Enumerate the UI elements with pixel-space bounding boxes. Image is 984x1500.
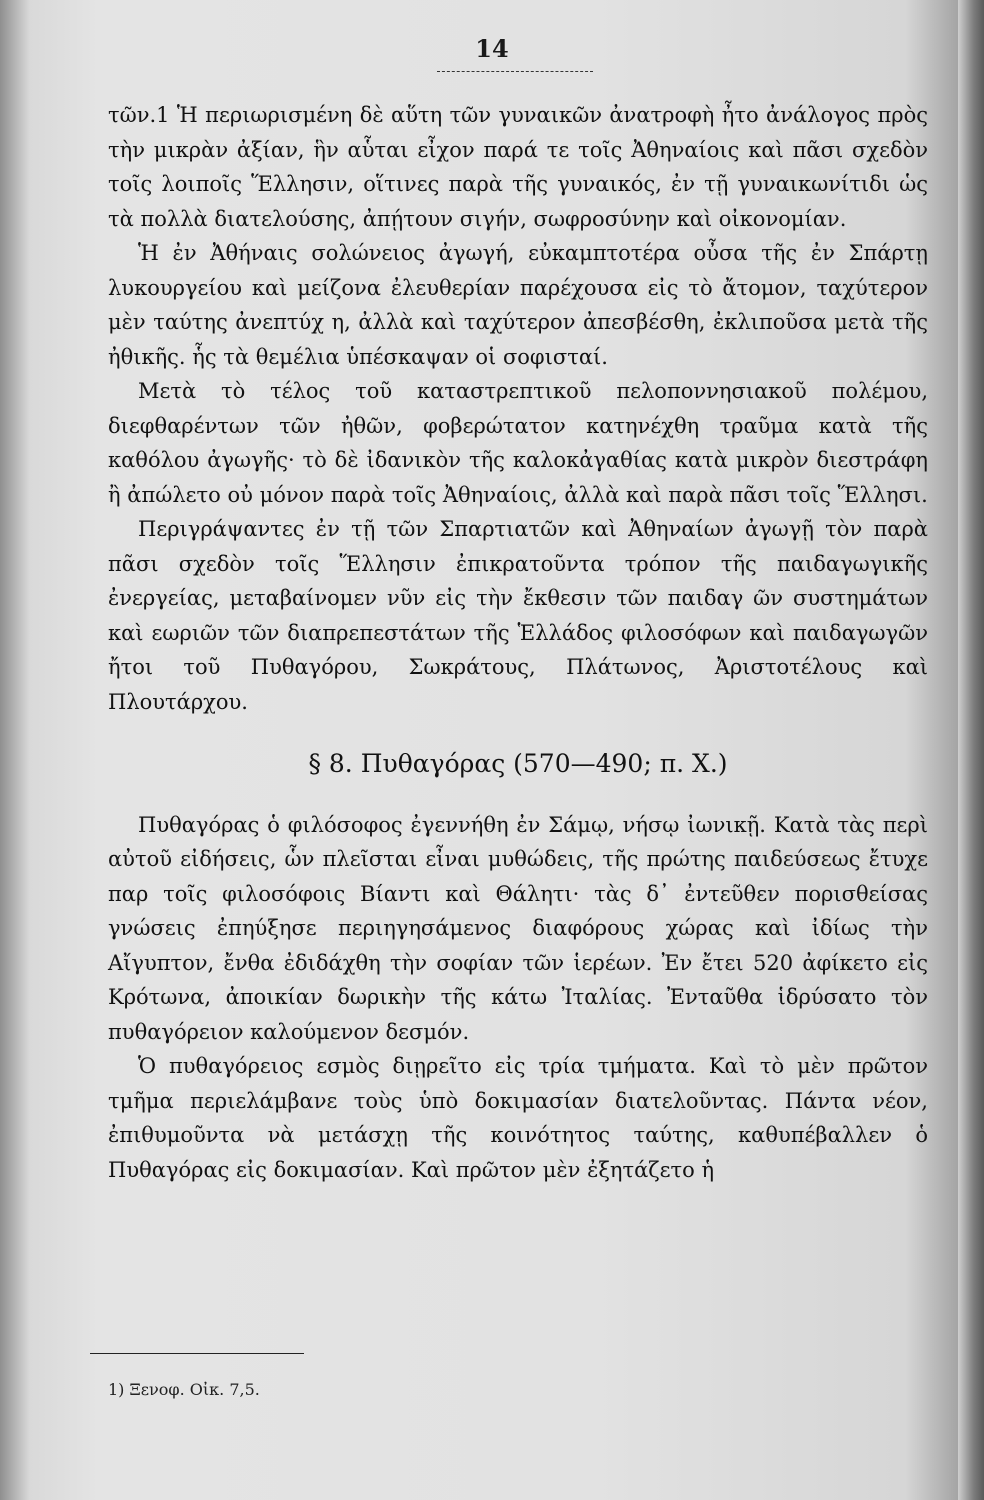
paragraph: τῶν.1 Ἡ περιωρισμένη δὲ αὕτη τῶν γυναικῶν ἀνατροφὴ ἦτο ἀνάλογος πρὸς τὴν μικρὰν ἀξίαν, ἣν αὗται εἶχον παρά τε τοῖς Ἀθηναίοις καὶ πᾶσι σχεδὸν τοῖς λοιποῖς Ἕλλησιν, οἵτινες παρὰ τῆς γυναικός, ἐν τῇ γυναικωνίτιδι ὡς τὰ πολλὰ διατελούσης, ἀπῄτουν σιγήν, σωφροσύνην καὶ οἰκονομίαν. xyxy=(108,103,928,231)
paragraph: Ὁ πυθαγόρειος εσμὸς διῃρεῖτο εἰς τρία τμήματα. Καὶ τὸ μὲν πρῶτον τμῆμα περιελάμβανε τοὺς ὑπὸ δοκιμασίαν διατελοῦντας. Πάντα νέον, ἐπιθυμοῦντα νὰ μετάσχῃ τῆς κοινότητος ταύτης, καθυπέβαλλεν ὁ Πυθαγόρας εἰς δοκιμασίαν. Καὶ πρῶτον μὲν ἐξητάζετο ἡ xyxy=(108,1054,928,1182)
paragraph: Ἡ ἐν Ἀθήναις σολώνειος ἀγωγή, εὐκαμπτοτέρα οὖσα τῆς ἐν Σπάρτῃ λυκουργείου καὶ μείζονα ἐλευθερίαν παρέχουσα εἰς τὸ ἄτομον, ταχύτερον μὲν ταύτης ἀνεπτύχ η, ἀλλὰ καὶ ταχύτερον ἀπεσβέσθη, ἐκλιποῦσα μετὰ τῆς ἠθικῆς. ἧς τὰ θεμέλια ὑπέσκαψαν οἱ σοφισταί. xyxy=(108,241,928,369)
paragraph: Πυθαγόρας ὁ φιλόσοφος ἐγεννήθη ἐν Σάμῳ, νήσῳ ἰωνικῇ. Κατὰ τὰς περὶ αὐτοῦ εἰδήσεις, ὧν πλεῖσται εἶναι μυθώδεις, τῆς πρώτης παιδεύσεως ἔτυχε παρ τοῖς φιλοσόφοις Βίαντι καὶ Θάλητι· τὰς δ᾽ ἐντεῦθεν πορισθείσας γνώσεις ἐπηύξησε περιηγησάμενος διαφόρους χώρας καὶ ἰδίως τὴν Αἴγυπτον, ἔνθα ἐδιδάχθη τὴν σοφίαν τῶν ἱερέων. Ἐν ἔτει 520 ἀφίκετο εἰς Κρότωνα, ἀποικίαν δωρικὴν τῆς κάτω Ἰταλίας. Ἐνταῦθα ἱδρύσατο τὸν πυθαγόρειον καλούμενον δεσμόν. xyxy=(108,812,928,1044)
paragraph: Περιγράψαντες ἐν τῇ τῶν Σπαρτιατῶν καὶ Ἀθηναίων ἀγωγῇ τὸν παρὰ πᾶσι σχεδὸν τοῖς Ἕλλησιν ἐπικρατοῦντα τρόπον τῆς παιδαγωγικῆς ἐνεργείας, μεταβαίνομεν νῦν εἰς τὴν ἔκθεσιν τῶν παιδαγ ῶν συστημάτων καὶ εωριῶν τῶν διαπρεπεστάτων τῆς Ἑλλάδος φιλοσόφων καὶ παιδαγωγῶν ἤτοι τοῦ Πυθαγόρου, Σωκράτους, Πλάτωνος, Ἀριστοτέλους καὶ Πλουτάρχου. xyxy=(108,517,928,714)
footnote-rule xyxy=(90,1353,304,1354)
paragraph: Μετὰ τὸ τέλος τοῦ καταστρεπτικοῦ πελοποννησιακοῦ πολέμου, διεφθαρέντων τῶν ἠθῶν, φοβερώτατον κατηνέχθη τραῦμα κατὰ τῆς καθόλου ἀγωγῆς· τὸ δὲ ἰδανικὸν τῆς καλοκἀγαθίας κατὰ μικρὸν διεστράφη ἢ ἀπώλετο οὐ μόνον παρὰ τοῖς Ἀθηναίοις, ἀλλὰ καὶ παρὰ πᾶσι τοῖς Ἕλλησι. xyxy=(108,379,928,507)
page-body xyxy=(108,98,928,1187)
section-heading: § 8. Πυθαγόρας (570—490; π. Χ.) xyxy=(308,749,728,778)
page-number: 14 xyxy=(475,34,509,63)
page-edge-shadow xyxy=(958,0,984,1500)
page-number-rule xyxy=(437,71,593,72)
footnote: 1) Ξενοφ. Οἰκ. 7,5. xyxy=(108,1380,260,1399)
